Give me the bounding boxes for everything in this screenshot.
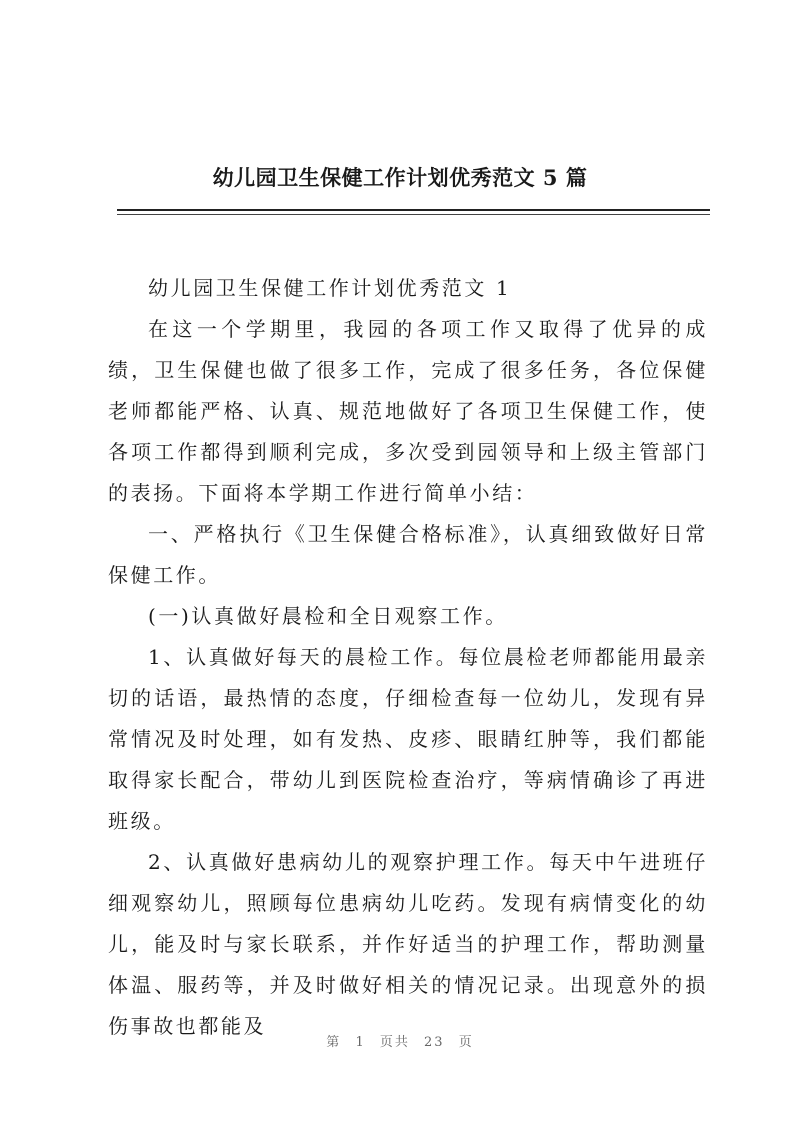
page-footer — [0, 1031, 800, 1050]
paragraph: 一、严格执行《卫生保健合格标准》，认真细致做好日常保健工作。 — [108, 522, 708, 587]
paragraph: 2、认真做好患病幼儿的观察护理工作。每天中午进班仔细观察幼儿，照顾每位患病幼儿吃药。发现有病情变化的幼儿，能及时与家长联系，并作好适当的护理工作，帮助测量体温、服药等，并及时做好相关的情况记录。出现意外的损伤事故也都能及 — [108, 850, 708, 1038]
footer-ye: 页 — [458, 1035, 474, 1050]
document-body — [108, 268, 708, 1047]
title-divider-thin — [117, 214, 710, 215]
section-heading: 幼儿园卫生保健工作计划优秀范文 1 — [148, 276, 512, 300]
paragraph: 1、认真做好每天的晨检工作。每位晨检老师都能用最亲切的话语，最热情的态度，仔细检查每一位幼儿，发现有异常情况及时处理，如有发热、皮疹、眼睛红肿等，我们都能取得家长配合，带幼儿到医院检查治疗，等病情确诊了再进班级。 — [108, 645, 708, 833]
footer-di: 第 — [326, 1035, 342, 1050]
footer-page-number: 1 — [355, 1035, 366, 1050]
title-divider — [117, 209, 710, 211]
footer-total-pages: 23 — [424, 1035, 445, 1050]
paragraph: (一)认真做好晨检和全日观察工作。 — [148, 604, 508, 628]
footer-ye-gong: 页共 — [379, 1035, 410, 1050]
document-title: 幼儿园卫生保健工作计划优秀范文 5 篇 — [212, 165, 588, 190]
paragraph: 在这一个学期里，我园的各项工作又取得了优异的成绩，卫生保健也做了很多工作，完成了很多任务，各位保健老师都能严格、认真、规范地做好了各项卫生保健工作，使各项工作都得到顺利完成，多次受到园领导和上级主管部门的表扬。下面将本学期工作进行简单小结： — [108, 317, 708, 505]
